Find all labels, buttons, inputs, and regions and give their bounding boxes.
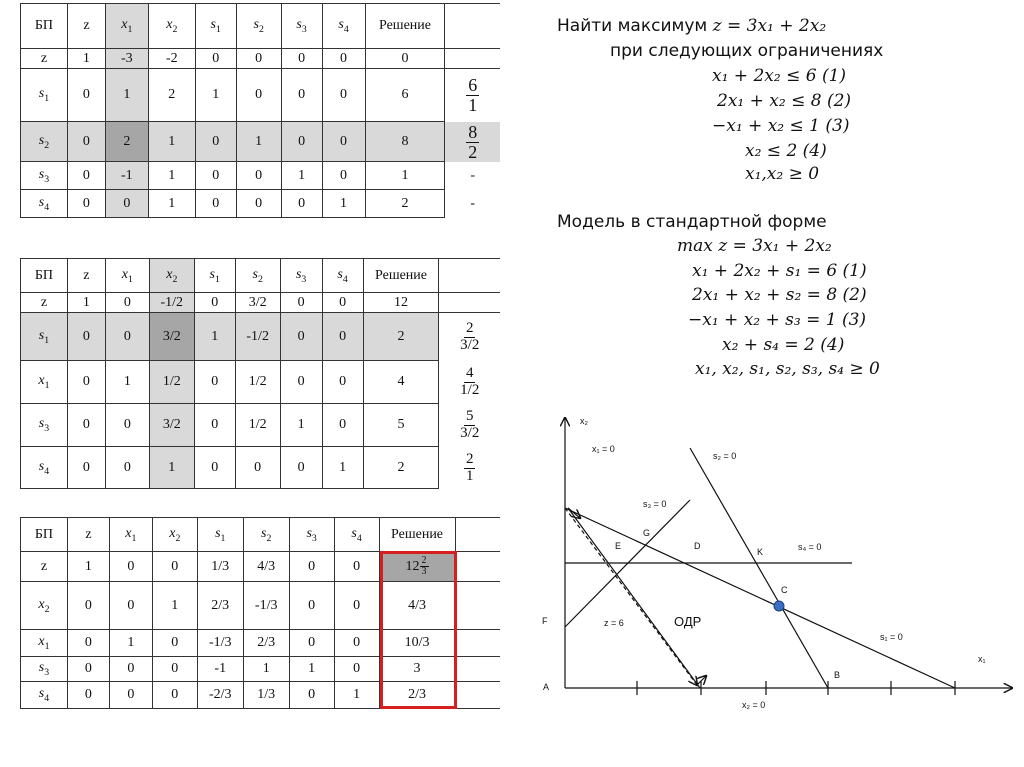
- objective-arrow-start: [568, 508, 580, 518]
- ratio-cell: $\frac{5}{3/2}$: [439, 404, 500, 447]
- header-cell: $s_1$: [194, 259, 235, 293]
- header-cell: $s_4$: [334, 518, 379, 552]
- cell: 0: [236, 49, 281, 69]
- cell: 1/3: [243, 682, 289, 709]
- cell: 1: [148, 190, 195, 218]
- header-cell: БП: [21, 259, 68, 293]
- header-cell: z: [67, 518, 109, 552]
- cell: 0: [280, 313, 322, 361]
- optimal-value-cell: 12 $\frac{2}{3}$: [379, 552, 455, 582]
- empty-cell: [455, 657, 500, 682]
- cell: 0: [280, 293, 322, 313]
- label-s4-zero: s₄ = 0: [798, 542, 822, 552]
- header-cell: $s_2$: [236, 4, 281, 49]
- cell: 1: [236, 122, 281, 162]
- cell: 0: [281, 69, 322, 122]
- cell: 1/3: [197, 552, 243, 582]
- label-s2-zero: s₂ = 0: [713, 451, 737, 461]
- point-k-label: K: [757, 547, 764, 557]
- basis-cell: $s_4$: [21, 447, 68, 489]
- cell: 1: [67, 552, 109, 582]
- cell: 10/3: [379, 630, 455, 657]
- cell: 2/3: [379, 682, 455, 709]
- cell: 2/3: [197, 582, 243, 630]
- table-row: [21, 293, 501, 313]
- cell: 0: [194, 361, 235, 404]
- cell: 0: [67, 122, 105, 162]
- label-z6: z = 6: [604, 618, 624, 628]
- basis-cell: z: [21, 49, 68, 69]
- cell: 1/2: [235, 404, 280, 447]
- header-cell: $s_3$: [280, 259, 322, 293]
- cell: 0: [322, 49, 365, 69]
- cell: 4/3: [243, 552, 289, 582]
- cell: 2: [363, 313, 439, 361]
- header-cell: $x_1$: [105, 4, 148, 49]
- basis-cell: z: [21, 293, 68, 313]
- cell: 12: [363, 293, 439, 313]
- table-row: [21, 404, 501, 447]
- cell: 0: [105, 190, 148, 218]
- cell: 1: [194, 313, 235, 361]
- cell: -2/3: [197, 682, 243, 709]
- line-z6: [568, 508, 700, 688]
- cell: 1/2: [235, 361, 280, 404]
- cell: 4: [363, 361, 439, 404]
- cell: 0: [334, 657, 379, 682]
- line-s3: [565, 500, 690, 627]
- header-cell: $s_1$: [197, 518, 243, 552]
- cell: 5: [363, 404, 439, 447]
- simplex-table-2: [20, 258, 500, 489]
- cell: 0: [281, 49, 322, 69]
- cell: 0: [195, 122, 236, 162]
- header-cell: $s_4$: [322, 259, 363, 293]
- header-cell: БП: [21, 4, 68, 49]
- objective-arrow: [565, 508, 697, 685]
- basis-cell: $s_1$: [21, 69, 68, 122]
- cell: 0: [152, 552, 197, 582]
- cell: -1/3: [243, 582, 289, 630]
- cell: 0: [322, 404, 363, 447]
- cell: 0: [322, 122, 365, 162]
- empty-cell: [455, 630, 500, 657]
- cell: 0: [152, 630, 197, 657]
- basis-cell: $s_3$: [21, 657, 68, 682]
- cell: 0: [194, 404, 235, 447]
- cell: 1: [334, 682, 379, 709]
- cell: 0: [322, 162, 365, 190]
- table-header: [21, 4, 501, 49]
- cell: 0: [280, 361, 322, 404]
- cell: 1: [67, 293, 105, 313]
- header-cell: $s_2$: [235, 259, 280, 293]
- cell: 1: [148, 122, 195, 162]
- table-row: [21, 162, 501, 190]
- point-g-label: G: [643, 528, 651, 538]
- cell: 0: [289, 552, 334, 582]
- cell: 0: [109, 552, 152, 582]
- cell: 0: [67, 447, 105, 489]
- cell: 0: [322, 361, 363, 404]
- cell: 0: [195, 190, 236, 218]
- table-header: [21, 259, 501, 293]
- empty-cell: [455, 582, 500, 630]
- header-cell: $s_2$: [243, 518, 289, 552]
- cell: 0: [105, 313, 149, 361]
- cell: 3/2: [149, 404, 194, 447]
- ratio-cell: $\frac{2}{1}$: [439, 447, 500, 489]
- label-s3-zero: s₃ = 0: [643, 499, 667, 509]
- table-row: [21, 447, 501, 489]
- cell: 3/2: [235, 293, 280, 313]
- cell: 0: [289, 682, 334, 709]
- cell: 2: [365, 190, 445, 218]
- basis-cell: $s_4$: [21, 682, 68, 709]
- axis-label-x2: x₂: [580, 416, 588, 426]
- point-b-label: B: [834, 670, 841, 680]
- ratio-cell: [445, 49, 500, 69]
- axis-label-x1: x₁: [978, 654, 986, 664]
- cell: -1/2: [149, 293, 194, 313]
- cell: 0: [236, 162, 281, 190]
- constraint-4: x₂ ≤ 2 (4): [745, 141, 827, 161]
- standard-constraint-2: 2x₁ + x₂ + s₂ = 8 (2): [692, 285, 867, 305]
- header-cell: $x_2$: [148, 4, 195, 49]
- point-d-label: D: [694, 541, 701, 551]
- cell: 0: [289, 630, 334, 657]
- cell: 0: [322, 313, 363, 361]
- pivot-cell: 2: [105, 122, 148, 162]
- table-row: [21, 361, 501, 404]
- table-row: [21, 69, 501, 122]
- point-c-label: C: [781, 585, 788, 595]
- line-s2: [690, 448, 828, 688]
- cell: 0: [67, 361, 105, 404]
- header-cell: $s_4$: [322, 4, 365, 49]
- cell: 0: [67, 313, 105, 361]
- standard-nonneg: x₁, x₂, s₁, s₂, s₃, s₄ ≥ 0: [695, 359, 880, 379]
- basis-cell: $s_3$: [21, 162, 68, 190]
- cell: 0: [67, 682, 109, 709]
- cell: 1: [289, 657, 334, 682]
- cell: 0: [322, 293, 363, 313]
- cell: 0: [235, 447, 280, 489]
- cell: 1: [195, 69, 236, 122]
- cell: 1: [365, 162, 445, 190]
- cell: 8: [365, 122, 445, 162]
- cell: 1: [280, 404, 322, 447]
- table-row: [21, 122, 501, 162]
- header-cell: z: [67, 4, 105, 49]
- cell: 2/3: [243, 630, 289, 657]
- cell: 0: [105, 293, 149, 313]
- header-cell: $s_3$: [281, 4, 322, 49]
- cell: 1: [148, 162, 195, 190]
- simplex-table-1: [20, 3, 500, 218]
- ratio-cell: $\frac{6}{1}$: [445, 69, 500, 122]
- empty-cell: [455, 518, 500, 552]
- cell: 0: [67, 582, 109, 630]
- constraint-3: −x₁ + x₂ ≤ 1 (3): [712, 116, 850, 136]
- basis-cell: $s_3$: [21, 404, 68, 447]
- ratio-cell: $\frac{4}{1/2}$: [439, 361, 500, 404]
- basis-cell: $s_1$: [21, 313, 68, 361]
- ratio-cell: $\frac{8}{2}$: [445, 122, 500, 162]
- optimum-point-c: [774, 601, 784, 611]
- problem-title: Найти максимум z = 3x₁ + 2x₂: [557, 16, 827, 36]
- answer-highlight-box: [380, 551, 457, 709]
- standard-constraint-1: x₁ + 2x₂ + s₁ = 6 (1): [692, 261, 867, 281]
- ratio-cell: [445, 4, 500, 49]
- empty-cell: [455, 682, 500, 709]
- cell: 0: [322, 69, 365, 122]
- header-cell: z: [67, 259, 105, 293]
- header-cell: БП: [21, 518, 68, 552]
- pivot-cell: 3/2: [149, 313, 194, 361]
- basis-cell: $x_2$: [21, 582, 68, 630]
- ratio-cell: -: [445, 190, 500, 218]
- cell: 0: [152, 657, 197, 682]
- cell: 0: [289, 582, 334, 630]
- cell: -1: [197, 657, 243, 682]
- ratio-cell: -: [445, 162, 500, 190]
- ratio-cell: [439, 259, 500, 293]
- cell: -2: [148, 49, 195, 69]
- objective-arrow-head: [697, 676, 706, 685]
- cell: 0: [109, 657, 152, 682]
- line-s1: [565, 508, 955, 688]
- basis-cell: $x_1$: [21, 630, 68, 657]
- cell: -3: [105, 49, 148, 69]
- cell: 0: [109, 582, 152, 630]
- problem-subtitle: при следующих ограничениях: [610, 41, 884, 61]
- cell: 1: [105, 361, 149, 404]
- cell: 0: [334, 630, 379, 657]
- empty-cell: [455, 552, 500, 582]
- standard-constraint-3: −x₁ + x₂ + s₃ = 1 (3): [688, 310, 867, 330]
- cell: 0: [194, 293, 235, 313]
- cell: 0: [281, 190, 322, 218]
- cell: 0: [334, 552, 379, 582]
- basis-cell: $s_2$: [21, 122, 68, 162]
- constraint-1: x₁ + 2x₂ ≤ 6 (1): [712, 66, 847, 86]
- cell: 0: [195, 162, 236, 190]
- cell: 2: [363, 447, 439, 489]
- cell: 0: [334, 582, 379, 630]
- standard-objective: max z = 3x₁ + 2x₂: [677, 236, 832, 256]
- standard-form-title: Модель в стандартной форме: [557, 212, 827, 232]
- cell: 0: [67, 630, 109, 657]
- cell: 3: [379, 657, 455, 682]
- cell: 6: [365, 69, 445, 122]
- cell: 1: [322, 190, 365, 218]
- cell: 0: [195, 49, 236, 69]
- cell: -1/3: [197, 630, 243, 657]
- cell: 0: [67, 162, 105, 190]
- cell: 0: [280, 447, 322, 489]
- cell: 0: [152, 682, 197, 709]
- point-e-label: E: [615, 541, 622, 551]
- cell: 0: [105, 404, 149, 447]
- header-cell: $s_3$: [289, 518, 334, 552]
- cell: 1: [152, 582, 197, 630]
- constraint-nonneg: x₁,x₂ ≥ 0: [745, 164, 820, 184]
- table-row: [21, 190, 501, 218]
- point-a-label: A: [543, 682, 550, 692]
- cell: 1: [149, 447, 194, 489]
- constraint-2: 2x₁ + x₂ ≤ 8 (2): [717, 91, 852, 111]
- cell: 0: [236, 69, 281, 122]
- label-s1-zero: s₁ = 0: [880, 632, 903, 642]
- feasible-region-label: ОДР: [674, 614, 702, 629]
- cell: 4/3: [379, 582, 455, 630]
- ratio-cell: $\frac{2}{3/2}$: [439, 313, 500, 361]
- cell: 0: [236, 190, 281, 218]
- cell: 1: [67, 49, 105, 69]
- point-f-label: F: [542, 616, 548, 626]
- header-cell: $x_1$: [109, 518, 152, 552]
- cell: 0: [105, 447, 149, 489]
- cell: 1: [322, 447, 363, 489]
- basis-cell: z: [21, 552, 68, 582]
- standard-constraint-4: x₂ + s₄ = 2 (4): [722, 335, 845, 355]
- basis-cell: $s_4$: [21, 190, 68, 218]
- cell: 1: [281, 162, 322, 190]
- cell: 1: [243, 657, 289, 682]
- header-cell: $x_2$: [149, 259, 194, 293]
- header-cell: $x_1$: [105, 259, 149, 293]
- header-cell: Решение: [363, 259, 439, 293]
- header-cell: Решение: [379, 518, 455, 552]
- cell: 1/2: [149, 361, 194, 404]
- header-cell: $s_1$: [195, 4, 236, 49]
- header-cell: Решение: [365, 4, 445, 49]
- cell: 2: [148, 69, 195, 122]
- cell: 0: [281, 122, 322, 162]
- cell: -1/2: [235, 313, 280, 361]
- table-header: [21, 518, 501, 552]
- label-x1-zero: x₁ = 0: [592, 444, 615, 454]
- table-row: [21, 313, 501, 361]
- cell: 0: [67, 657, 109, 682]
- table-row: [21, 49, 501, 69]
- cell: 0: [67, 190, 105, 218]
- basis-cell: $x_1$: [21, 361, 68, 404]
- cell: 0: [365, 49, 445, 69]
- header-cell: $x_2$: [152, 518, 197, 552]
- cell: 0: [109, 682, 152, 709]
- cell: 0: [67, 69, 105, 122]
- cell: -1: [105, 162, 148, 190]
- cell: 0: [194, 447, 235, 489]
- cell: 1: [105, 69, 148, 122]
- label-x2-zero: x₂ = 0: [742, 700, 766, 710]
- ratio-cell: [439, 293, 500, 313]
- cell: 1: [109, 630, 152, 657]
- cell: 0: [67, 404, 105, 447]
